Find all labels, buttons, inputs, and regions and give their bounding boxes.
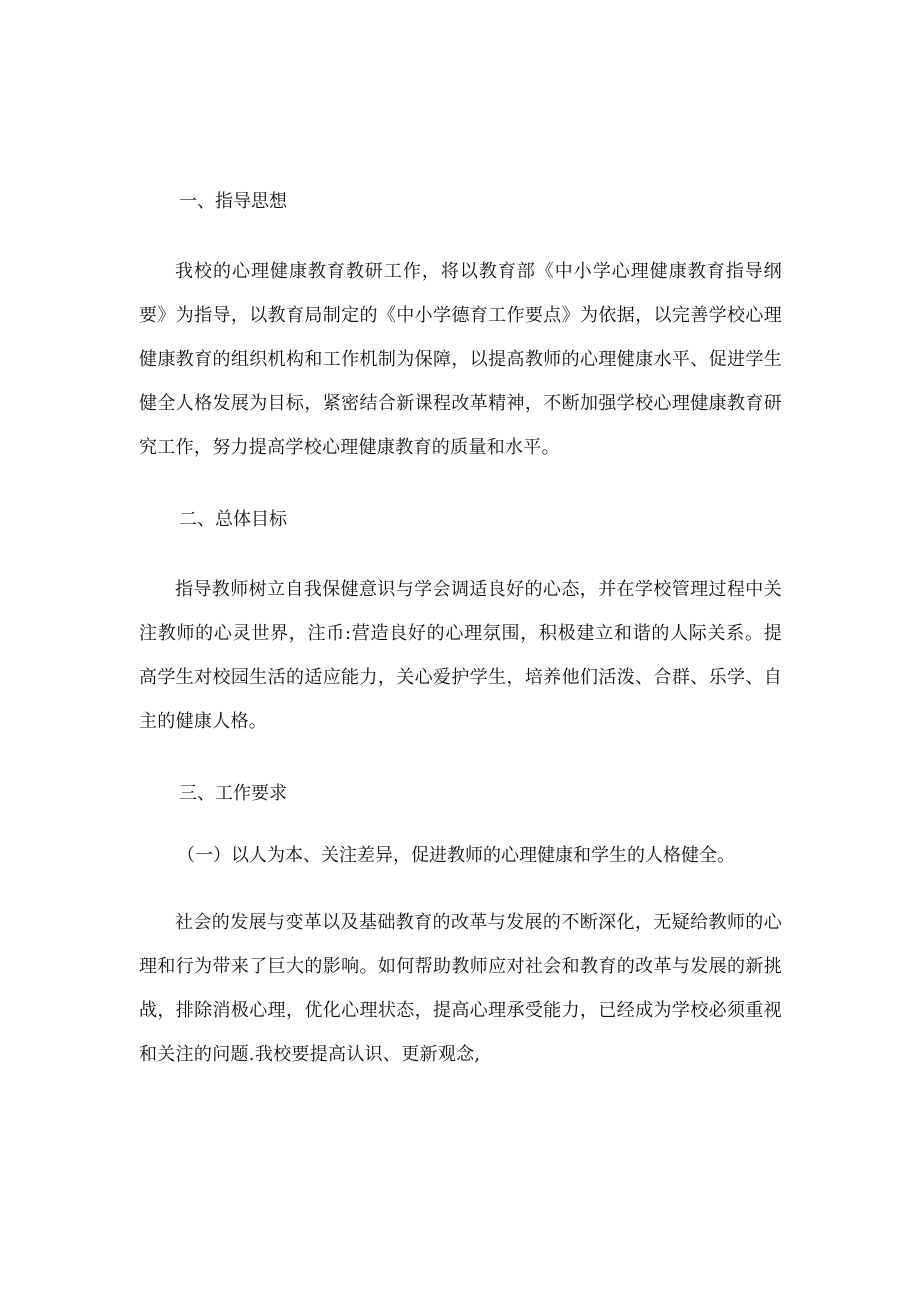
paragraph-overall-goal: 指导教师树立自我保健意识与学会调适良好的心态，并在学校管理过程中关注教师的心灵世界，注币:营造良好的心理氛围，积极建立和谐的人际关系。提高学生对校园生活的适应能力，关心爱护学生，培养他们活泼、合群、乐学、自主的健康人格。 (139, 579, 782, 732)
paragraph-guiding-ideology: 我校的心理健康教育教研工作，将以教育部《中小学心理健康教育指导纲要》为指导，以教育局制定的《中小学德育工作要点》为依据，以完善学校心理健康教育的组织机构和工作机制为保障，以提高教师的心理健康水平、促进学生健全人格发展为目标，紧密结合新课程改革精神，不断加强学校心理健康教育研究工作，努力提高学校心理健康教育的质量和水平。 (139, 261, 782, 458)
spacer (139, 811, 782, 839)
spacer (139, 744, 782, 777)
subheading-people-oriented: （一）以人为本、关注差异，促进教师的心理健康和学生的人格健全。 (177, 845, 735, 866)
spacer (139, 219, 782, 250)
spacer (139, 537, 782, 568)
section-heading-work-requirements: 三、工作要求 (179, 783, 287, 804)
paragraph-work-requirements: 社会的发展与变革以及基础教育的改革与发展的不断深化，无疑给教师的心理和行为带来了巨大的影响。如何帮助教师应对社会和教育的改革与发展的新挑战，排除消极心理，优化心理状态，提高心理承受能力，已经成为学校必须重视和关注的问题.我校要提高认识、更新观念, (139, 912, 782, 1065)
section-heading-overall-goal: 二、总体目标 (179, 509, 287, 530)
document-body (139, 185, 782, 1077)
spacer (139, 873, 782, 901)
section-heading-guiding-ideology: 一、指导思想 (179, 191, 287, 212)
spacer (139, 470, 782, 503)
